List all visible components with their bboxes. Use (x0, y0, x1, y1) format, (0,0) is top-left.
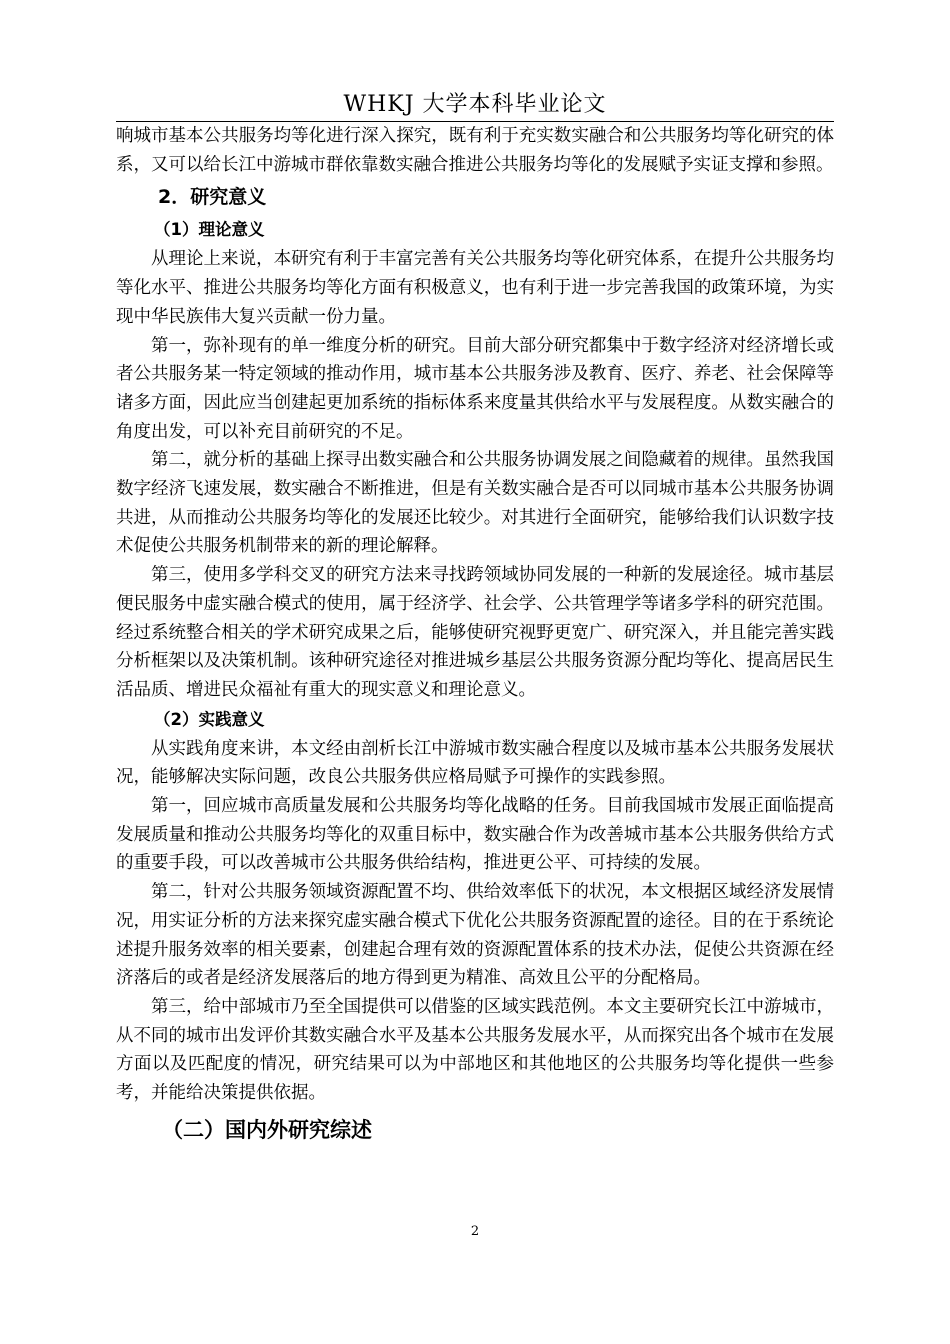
paragraph-theory-first: 第一，弥补现有的单一维度分析的研究。目前大部分研究都集中于数字经济对经济增长或者公共服务某一特定领域的推动作用，城市基本公共服务涉及教育、医疗、养老、社会保障等诸多方面，因此应当创建起更加系统的指标体系来度量其供给水平与发展程度。从数实融合的角度出发，可以补充目前研究的不足。 (116, 335, 834, 442)
page-header-title: WHKJ 大学本科毕业论文 (343, 92, 607, 117)
subsection-heading-practical: （2）实践意义 (154, 709, 265, 729)
section-heading-research-significance: 2．研究意义 (158, 186, 267, 209)
main-content (116, 122, 834, 1148)
paragraph-practice-first: 第一，回应城市高质量发展和公共服务均等化战略的任务。目前我国城市发展正面临提高发展质量和推动公共服务均等化的双重目标中，数实融合作为改善城市基本公共服务供给方式的重要手段，可以改善城市公共服务供给结构，推进更公平、可持续的发展。 (116, 796, 834, 874)
chapter-heading-literature-review: （二）国内外研究综述 (162, 1117, 372, 1142)
subsection-heading-theoretical: （1）理论意义 (154, 220, 265, 240)
page-number: 2 (470, 1224, 480, 1239)
paragraph-theory-second: 第二，就分析的基础上探寻出数实融合和公共服务协调发展之间隐藏着的规律。虽然我国数字经济飞速发展，数实融合不断推进，但是有关数实融合是否可以同城市基本公共服务协调共进，从而推动公共服务均等化的发展还比较少。对其进行全面研究，能够给我们认识数字技术促使公共服务机制带来的新的理论解释。 (116, 450, 834, 557)
paragraph-continued: 响城市基本公共服务均等化进行深入探究，既有利于充实数实融合和公共服务均等化研究的体系，又可以给长江中游城市群依靠数实融合推进公共服务均等化的发展赋予实证支撑和参照。 (116, 126, 834, 175)
paragraph-theory-third: 第三，使用多学科交叉的研究方法来寻找跨领域协同发展的一种新的发展途径。城市基层便民服务中虚实融合模式的使用，属于经济学、社会学、公共管理学等诸多学科的研究范围。经过系统整合相关的学术研究成果之后，能够使研究视野更宽广、研究深入，并且能完善实践分析框架以及决策机制。该种研究途径对推进城乡基层公共服务资源分配均等化、提高居民生活品质、增进民众福祉有重大的现实意义和理论意义。 (116, 565, 834, 700)
paragraph-practice-intro: 从实践角度来讲，本文经由剖析长江中游城市数实融合程度以及城市基本公共服务发展状况，能够解决实际问题，改良公共服务供应格局赋予可操作的实践参照。 (116, 738, 834, 788)
paragraph-practice-second: 第二，针对公共服务领域资源配置不均、供给效率低下的状况，本文根据区域经济发展情况，用实证分析的方法来探究虚实融合模式下优化公共服务资源配置的途径。目的在于系统论述提升服务效率的相关要素，创建起合理有效的资源配置体系的技术办法，促使公共资源在经济落后的或者是经济发展落后的地方得到更为精准、高效且公平的分配格局。 (116, 882, 834, 989)
paragraph-theory-intro: 从理论上来说，本研究有利于丰富完善有关公共服务均等化研究体系，在提升公共服务均等化水平、推进公共服务均等化方面有积极意义，也有利于进一步完善我国的政策环境，为实现中华民族伟大复兴贡献一份力量。 (116, 249, 834, 327)
paragraph-practice-third: 第三，给中部城市乃至全国提供可以借鉴的区域实践范例。本文主要研究长江中游城市，从不同的城市出发评价其数实融合水平及基本公共服务发展水平，从而探究出各个城市在发展方面以及匹配度的情况，研究结果可以为中部地区和其他地区的公共服务均等化提供一些参考，并能给决策提供依据。 (116, 996, 834, 1104)
